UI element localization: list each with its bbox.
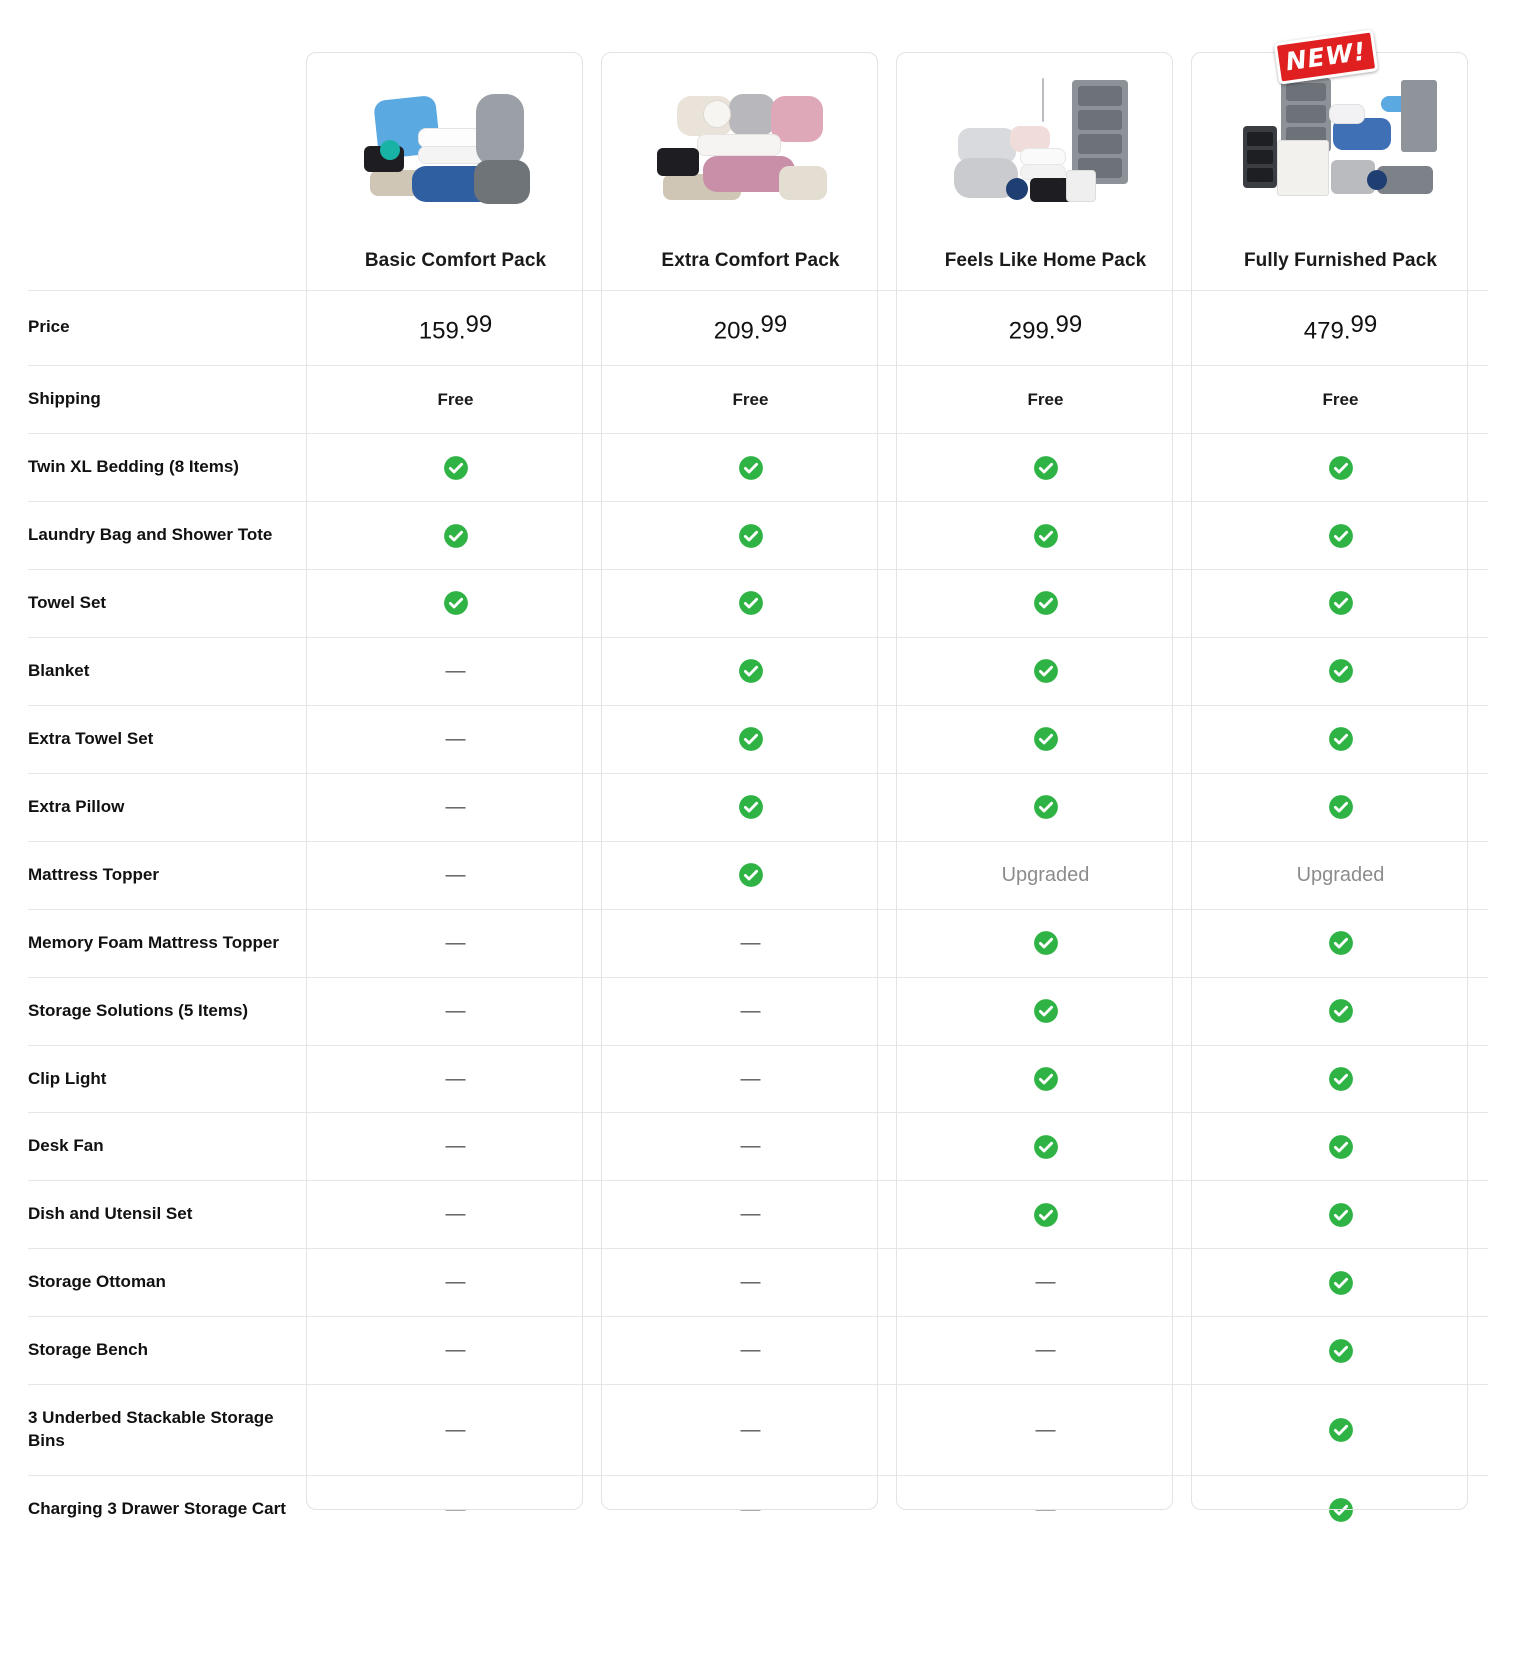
cell-basic [308,705,603,773]
comparison-rows [28,290,1488,1543]
row-label-clip-light: Clip Light [28,1045,308,1113]
cell-basic [308,1045,603,1113]
cell-fully [1193,434,1488,502]
cell-feels [898,909,1193,977]
cell-extra [603,977,898,1045]
cell-feels [898,1181,1193,1249]
pack-header-basic[interactable] [308,30,603,290]
cell-fully [1193,1045,1488,1113]
cell-feels [898,637,1193,705]
cell-feels [898,705,1193,773]
check-icon [1033,1066,1059,1092]
shipping-value: Free [1322,389,1359,409]
row-label-laundry-bag-and-shower-tote: Laundry Bag and Shower Tote [28,502,308,570]
cell-extra [603,773,898,841]
row-label-blanket: Blanket [28,637,308,705]
dash-icon: — [740,931,761,954]
dash-icon: — [445,1203,466,1226]
table-row [28,1476,1488,1543]
dash-icon: — [445,1498,466,1521]
cell-extra [603,1249,898,1317]
cell-shipping-fully [1193,366,1488,434]
table-row [28,502,1488,570]
table-row [28,841,1488,909]
price-value: 209. [713,317,761,345]
row-label-desk-fan: Desk Fan [28,1113,308,1181]
dash-icon: — [445,999,466,1022]
cell-feels [898,1385,1193,1476]
row-label-mattress-topper: Mattress Topper [28,841,308,909]
cell-basic [308,773,603,841]
row-label-towel-set: Towel Set [28,569,308,637]
cell-extra [603,637,898,705]
check-icon [1328,658,1354,684]
dash-icon: — [740,1498,761,1521]
price-cents: 99 [760,310,788,338]
cell-fully [1193,502,1488,570]
cell-basic [308,1249,603,1317]
pack-name-basic: Basic Comfort Pack [364,249,547,271]
row-label-storage-solutions-5-items: Storage Solutions (5 Items) [28,977,308,1045]
dash-icon: — [445,727,466,750]
check-icon [738,590,764,616]
pack-header-feels[interactable] [898,30,1193,290]
dash-icon: — [740,1418,761,1441]
check-icon [1328,1417,1354,1443]
cell-extra [603,1385,898,1476]
dash-icon: — [740,1271,761,1294]
row-label-price: Price [28,290,308,366]
cell-basic [308,434,603,502]
cell-feels [898,1476,1193,1543]
dash-icon: — [445,1339,466,1362]
row-label-extra-pillow: Extra Pillow [28,773,308,841]
dash-icon: — [740,1067,761,1090]
check-icon [1033,1134,1059,1160]
dash-icon: — [1035,1418,1056,1441]
check-icon [1328,1497,1354,1523]
table-row [28,637,1488,705]
cell-price-extra [603,290,898,366]
cell-feels [898,977,1193,1045]
cell-fully [1193,977,1488,1045]
check-icon [1328,455,1354,481]
cell-extra [603,1181,898,1249]
cell-shipping-extra [603,366,898,434]
check-icon [738,523,764,549]
table-row [28,1113,1488,1181]
dash-icon: — [445,931,466,954]
cell-fully [1193,773,1488,841]
check-icon [1033,794,1059,820]
cell-feels [898,1249,1193,1317]
cell-basic [308,502,603,570]
row-label-twin-xl-bedding-8-items: Twin XL Bedding (8 Items) [28,434,308,502]
cell-basic [308,1113,603,1181]
shipping-value: Free [732,389,769,409]
check-icon [1328,523,1354,549]
header-spacer [28,30,308,290]
check-icon [1033,726,1059,752]
dash-icon: — [445,659,466,682]
table-row [28,1181,1488,1249]
cell-basic [308,977,603,1045]
table-row [28,290,1488,366]
cell-fully [1193,1249,1488,1317]
shipping-value: Free [437,389,474,409]
check-icon [1033,1202,1059,1228]
price-cents: 99 [1350,310,1378,338]
price-value: 479. [1303,317,1351,345]
cell-feels [898,841,1193,909]
dash-icon: — [740,999,761,1022]
check-icon [443,455,469,481]
check-icon [1328,1134,1354,1160]
row-label-3-underbed-stackable-storage-bins: 3 Underbed Stackable Storage Bins [28,1385,308,1476]
comparison-grid [28,30,1488,1543]
dash-icon: — [445,1067,466,1090]
row-label-storage-ottoman: Storage Ottoman [28,1249,308,1317]
cell-shipping-basic [308,366,603,434]
pack-name-fully: Fully Furnished Pack [1243,249,1438,271]
cell-basic [308,841,603,909]
cell-feels [898,502,1193,570]
cell-fully [1193,909,1488,977]
row-label-charging-3-drawer-storage-cart: Charging 3 Drawer Storage Cart [28,1476,308,1543]
cell-feels [898,1317,1193,1385]
table-row [28,366,1488,434]
dash-icon: — [740,1135,761,1158]
cell-feels [898,434,1193,502]
table-row [28,1317,1488,1385]
dash-icon: — [445,1135,466,1158]
cell-basic [308,1476,603,1543]
dash-icon: — [740,1339,761,1362]
check-icon [1328,1202,1354,1228]
cell-fully [1193,569,1488,637]
cell-price-basic [308,290,603,366]
cell-extra [603,1113,898,1181]
pack-name-extra: Extra Comfort Pack [661,249,840,271]
cell-basic [308,569,603,637]
check-icon [1033,998,1059,1024]
pack-comparison-table [28,30,1488,1543]
cell-fully [1193,1181,1488,1249]
cell-extra [603,705,898,773]
cell-extra [603,502,898,570]
check-icon [1328,930,1354,956]
cell-price-feels [898,290,1193,366]
check-icon [1033,455,1059,481]
fully-furnished-pack-image [1241,74,1441,234]
price-cents: 99 [1055,310,1083,338]
check-icon [1328,998,1354,1024]
extra-comfort-pack-image [651,74,851,234]
check-icon [1033,523,1059,549]
table-row [28,434,1488,502]
check-icon [1033,930,1059,956]
table-row [28,909,1488,977]
cell-feels [898,1113,1193,1181]
cell-extra [603,909,898,977]
dash-icon: — [445,795,466,818]
price-cents: 99 [465,310,493,338]
check-icon [1328,1338,1354,1364]
dash-icon: — [1035,1339,1056,1362]
cell-basic [308,1181,603,1249]
table-row [28,1045,1488,1113]
cell-extra [603,434,898,502]
check-icon [738,794,764,820]
check-icon [1328,1066,1354,1092]
check-icon [443,590,469,616]
check-icon [1033,590,1059,616]
feels-like-home-pack-image [946,74,1146,234]
row-label-memory-foam-mattress-topper: Memory Foam Mattress Topper [28,909,308,977]
check-icon [738,862,764,888]
check-icon [738,726,764,752]
cell-extra [603,1476,898,1543]
cell-basic [308,1385,603,1476]
cell-fully [1193,1113,1488,1181]
cell-basic [308,909,603,977]
check-icon [738,455,764,481]
dash-icon: — [740,1203,761,1226]
dash-icon: — [1035,1271,1056,1294]
pack-name-feels: Feels Like Home Pack [944,249,1147,271]
cell-fully [1193,705,1488,773]
cell-extra [603,1317,898,1385]
check-icon [443,523,469,549]
upgraded-label: Upgraded [1296,863,1385,886]
cell-feels [898,773,1193,841]
check-icon [1328,1270,1354,1296]
dash-icon: — [445,1271,466,1294]
price-value: 299. [1008,317,1056,345]
shipping-value: Free [1027,389,1064,409]
cell-feels [898,1045,1193,1113]
check-icon [738,658,764,684]
table-row [28,569,1488,637]
cell-extra [603,569,898,637]
row-label-extra-towel-set: Extra Towel Set [28,705,308,773]
dash-icon: — [445,1418,466,1441]
row-label-shipping: Shipping [28,366,308,434]
check-icon [1033,658,1059,684]
table-header-row [28,30,1488,290]
cell-fully [1193,841,1488,909]
row-label-dish-and-utensil-set: Dish and Utensil Set [28,1181,308,1249]
check-icon [1328,726,1354,752]
cell-extra [603,1045,898,1113]
cell-feels [898,569,1193,637]
cell-fully [1193,1476,1488,1543]
table-row [28,1249,1488,1317]
check-icon [1328,794,1354,820]
basic-comfort-pack-image [356,74,556,234]
cell-basic [308,637,603,705]
cell-price-fully [1193,290,1488,366]
price-value: 159. [418,317,466,345]
cell-fully [1193,1385,1488,1476]
cell-basic [308,1317,603,1385]
dash-icon: — [1035,1498,1056,1521]
cell-fully [1193,1317,1488,1385]
table-row [28,977,1488,1045]
check-icon [1328,590,1354,616]
cell-shipping-feels [898,366,1193,434]
dash-icon: — [445,863,466,886]
row-label-storage-bench: Storage Bench [28,1317,308,1385]
table-row [28,1385,1488,1476]
cell-fully [1193,637,1488,705]
new-badge-label: NEW! [1283,36,1369,77]
cell-extra [603,841,898,909]
pack-header-extra[interactable] [603,30,898,290]
table-row [28,773,1488,841]
upgraded-label: Upgraded [1001,863,1090,886]
table-row [28,705,1488,773]
